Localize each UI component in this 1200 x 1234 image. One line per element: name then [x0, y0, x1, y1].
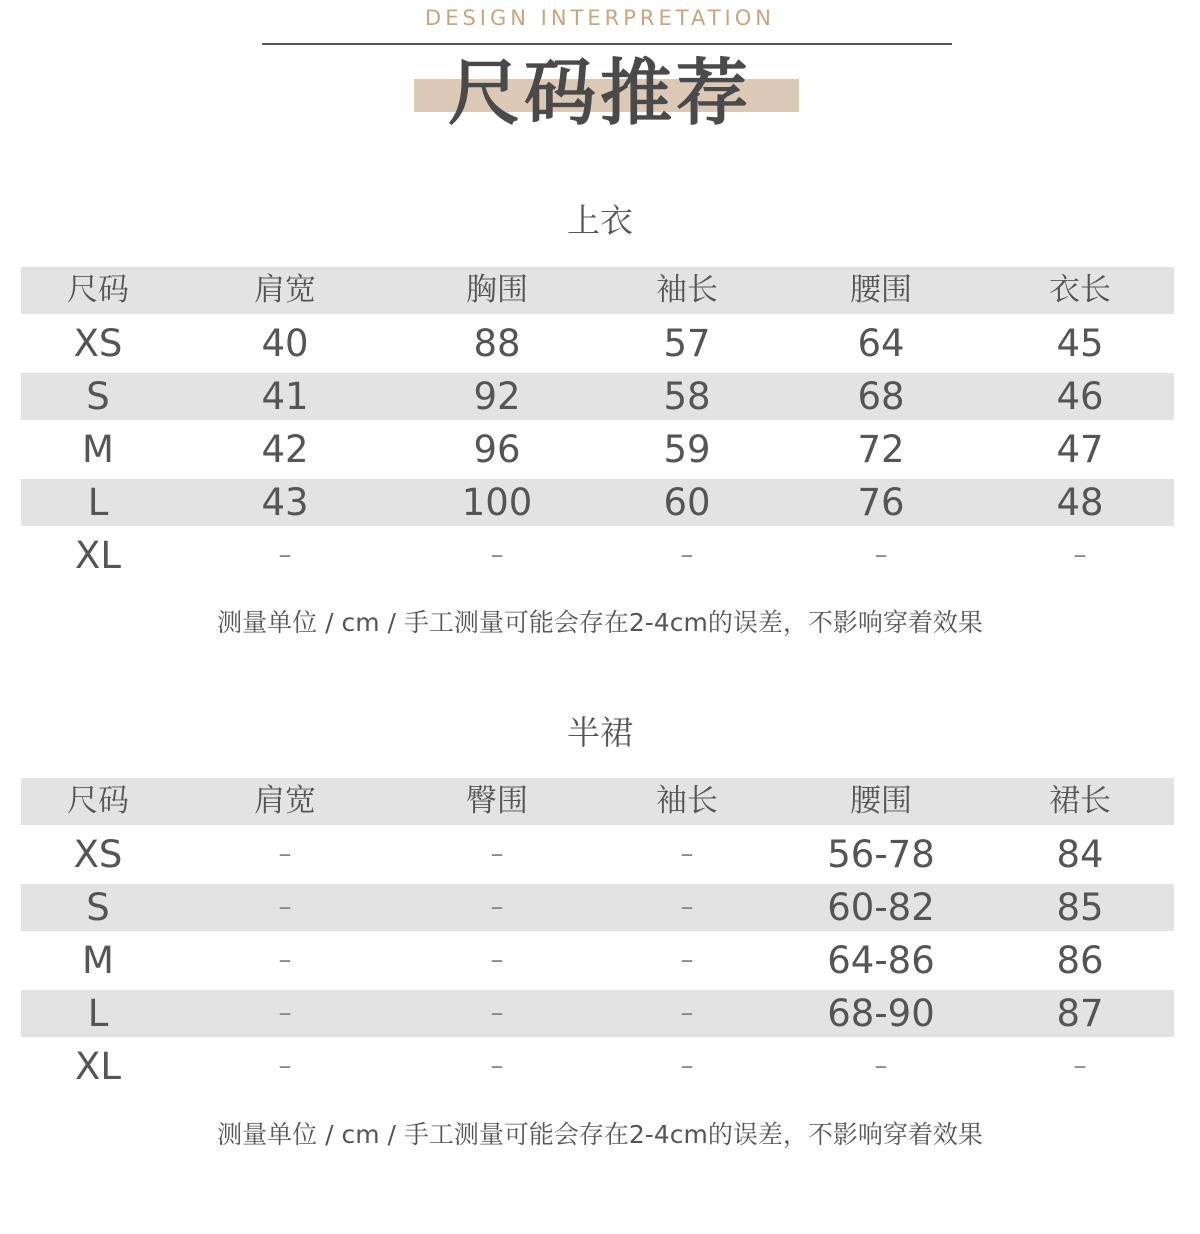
size-cell: XL	[75, 1045, 121, 1088]
table-cell: –	[490, 892, 504, 922]
page-title: 尺码推荐	[447, 51, 752, 135]
tops-section-title: 上衣	[567, 201, 633, 240]
table-cell: –	[1073, 540, 1087, 570]
table-cell: –	[490, 998, 504, 1028]
table-cell: 56-78	[827, 833, 935, 876]
table-row	[21, 532, 1174, 579]
table-cell: 72	[857, 428, 905, 471]
table-cell: –	[680, 1051, 694, 1081]
table-cell: –	[680, 998, 694, 1028]
size-cell: XS	[73, 833, 123, 876]
table-cell: 64-86	[827, 939, 935, 982]
table-cell: 47	[1056, 428, 1104, 471]
table-cell: 48	[1056, 481, 1104, 524]
table-cell: –	[874, 540, 888, 570]
table-cell: 100	[461, 481, 533, 524]
tops-size-table	[21, 267, 1174, 585]
table-cell: –	[490, 1051, 504, 1081]
size-cell: M	[82, 939, 114, 982]
table-cell: 84	[1056, 833, 1104, 876]
header-cell-waist: 腰围	[850, 272, 912, 308]
size-cell: XS	[73, 322, 123, 365]
table-row	[21, 320, 1174, 367]
table-cell: –	[874, 1051, 888, 1081]
table-cell: –	[1073, 1051, 1087, 1081]
size-cell: S	[86, 886, 110, 929]
table-row	[21, 990, 1174, 1037]
table-cell: –	[490, 540, 504, 570]
header-cell-shoulder: 肩宽	[254, 783, 316, 819]
table-cell: 68-90	[827, 992, 935, 1035]
table-cell: 59	[663, 428, 711, 471]
table-cell: 64	[857, 322, 905, 365]
size-cell: L	[87, 481, 109, 524]
size-cell: S	[86, 375, 110, 418]
header-cell-skirt-length: 裙长	[1049, 783, 1111, 819]
header-cell-length: 衣长	[1049, 272, 1111, 308]
table-row	[21, 937, 1174, 984]
table-cell: 42	[261, 428, 309, 471]
table-cell: 41	[261, 375, 309, 418]
table-cell: –	[490, 945, 504, 975]
table-cell: –	[680, 892, 694, 922]
table-header-row	[21, 267, 1174, 314]
table-cell: 76	[857, 481, 905, 524]
size-cell: XL	[75, 534, 121, 577]
table-row	[21, 426, 1174, 473]
table-header-row	[21, 778, 1174, 825]
table-cell: 57	[663, 322, 711, 365]
table-cell: –	[278, 892, 292, 922]
table-cell: 43	[261, 481, 309, 524]
table-cell: 45	[1056, 322, 1104, 365]
table-row	[21, 479, 1174, 526]
table-cell: 40	[261, 322, 309, 365]
table-cell: 87	[1056, 992, 1104, 1035]
table-cell: –	[680, 540, 694, 570]
table-cell: 60-82	[827, 886, 935, 929]
table-cell: 88	[473, 322, 521, 365]
table-cell: 60	[663, 481, 711, 524]
skirt-size-table	[21, 778, 1174, 1096]
tops-measurement-note: 测量单位 / cm / 手工测量可能会存在2-4cm的误差，不影响穿着效果	[217, 608, 983, 637]
header-cell-hip: 臀围	[466, 783, 528, 819]
table-row	[21, 1043, 1174, 1090]
header-cell-bust: 胸围	[466, 272, 528, 308]
table-cell: –	[490, 839, 504, 869]
top-divider	[262, 43, 952, 45]
table-cell: –	[278, 998, 292, 1028]
header-cell-size: 尺码	[67, 783, 129, 819]
table-cell: 85	[1056, 886, 1104, 929]
table-cell: 58	[663, 375, 711, 418]
table-row	[21, 884, 1174, 931]
table-cell: –	[278, 540, 292, 570]
table-cell: 46	[1056, 375, 1104, 418]
table-cell: –	[278, 945, 292, 975]
skirt-section-title: 半裙	[567, 713, 633, 752]
table-cell: –	[680, 839, 694, 869]
table-cell: 92	[473, 375, 521, 418]
table-cell: 96	[473, 428, 521, 471]
table-cell: –	[278, 1051, 292, 1081]
header-cell-sleeve: 袖长	[656, 783, 718, 819]
skirt-measurement-note: 测量单位 / cm / 手工测量可能会存在2-4cm的误差，不影响穿着效果	[217, 1120, 983, 1149]
header-cell-size: 尺码	[67, 272, 129, 308]
size-cell: L	[87, 992, 109, 1035]
table-cell: –	[680, 945, 694, 975]
table-row	[21, 831, 1174, 878]
table-row	[21, 373, 1174, 420]
table-cell: 86	[1056, 939, 1104, 982]
header-cell-shoulder: 肩宽	[254, 272, 316, 308]
table-cell: 68	[857, 375, 905, 418]
header-cell-waist: 腰围	[850, 783, 912, 819]
design-interpretation-label: DESIGN INTERPRETATION	[425, 6, 775, 30]
header-cell-sleeve: 袖长	[656, 272, 718, 308]
table-cell: –	[278, 839, 292, 869]
size-cell: M	[82, 428, 114, 471]
